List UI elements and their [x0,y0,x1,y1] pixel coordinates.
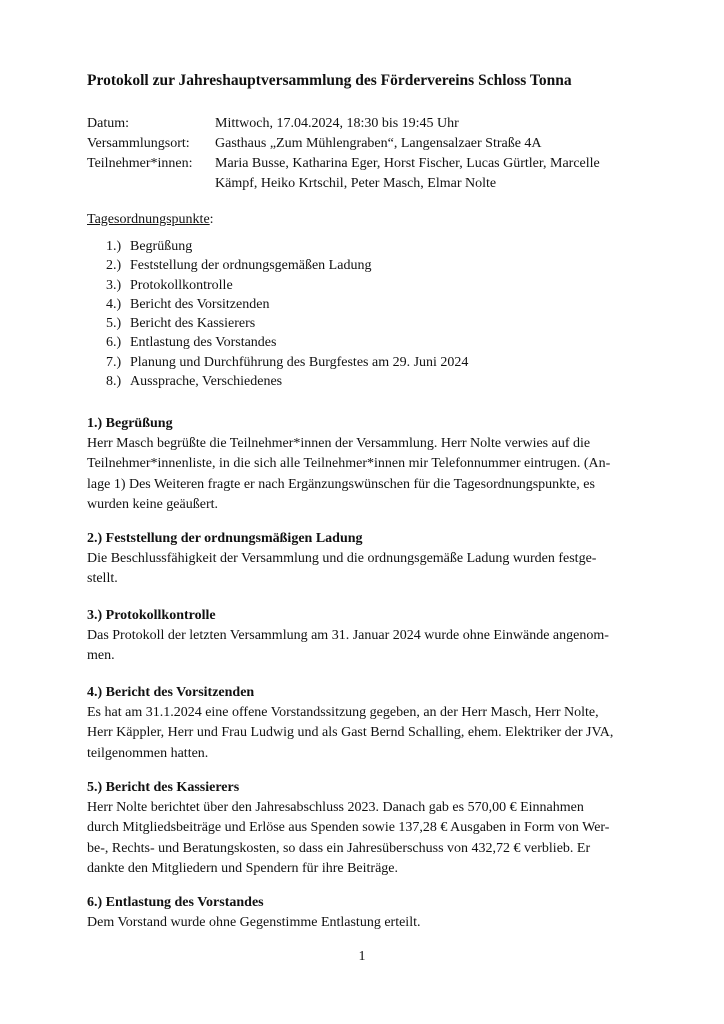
agenda-item [106,237,468,256]
section-line: Das Protokoll der letzten Versammlung am 31. Januar 2024 wurde ohne Einwände angenom- [87,628,609,644]
section-heading: 2.) Feststellung der ordnungsmäßigen Ladung [87,531,363,546]
agenda-item [106,333,468,352]
section-heading: 6.) Entlastung des Vorstandes [87,895,264,910]
section-line: stellt. [87,571,118,587]
section-line: be-, Rechts- und Beratungskosten, so dass ein Jahresüberschuss von 432,72 € verblieb. Er [87,840,591,856]
participants-line: Kämpf, Heiko Krtschil, Peter Masch, Elmar Nolte [215,176,497,191]
place-label: Versammlungsort: [87,136,190,151]
agenda-item-label: Feststellung der ordnungsgemäßen Ladung [130,258,372,274]
participants-label: Teilnehmer*innen: [87,156,193,171]
agenda-list [106,237,468,391]
section-line: Die Beschlussfähigkeit der Versammlung und die ordnungsgemäße Ladung wurden festge- [87,551,597,567]
section-begruessung [87,414,639,515]
agenda-item-label: Bericht des Vorsitzenden [130,296,270,312]
section-ladung [87,529,639,590]
section-line: Dem Vorstand wurde ohne Gegenstimme Entlastung erteilt. [87,915,421,931]
section-entlastung [87,893,639,933]
meta-row-place [87,134,647,154]
meta-block [87,114,647,194]
section-bericht-kassierer [87,778,639,879]
section-line: teilgenommen hatten. [87,745,209,761]
agenda-heading [87,210,214,230]
agenda-item [106,295,468,314]
section-line: Herr Masch begrüßte die Teilnehmer*innen der Versammlung. Herr Nolte verwies auf die [87,436,591,452]
section-line: Es hat am 31.1.2024 eine offene Vorstandssitzung gegeben, an der Herr Masch, Herr Nolte, [87,705,599,721]
agenda-item-number: 4.) [106,296,122,312]
page-number: 1 [358,949,366,964]
section-line: durch Mitgliedsbeiträge und Erlöse aus Spenden sowie 137,28 € Ausgaben in Form von Wer- [87,820,610,836]
agenda-item [106,353,468,372]
agenda-item-number: 7.) [106,354,122,370]
agenda-item [106,276,468,295]
agenda-item [106,256,468,275]
section-protokollkontrolle [87,606,639,667]
agenda-item-label: Aussprache, Verschiedenes [130,374,283,390]
agenda-item-number: 5.) [106,316,122,332]
date-label: Datum: [87,116,129,131]
document-title: Protokoll zur Jahreshauptversammlung des Fördervereins Schloss Tonna [87,72,572,89]
agenda-item-number: 3.) [106,277,122,293]
participants-value [215,154,647,194]
agenda-item-number: 2.) [106,258,122,274]
place-value: Gasthaus „Zum Mühlengraben“, Langensalzaer Straße 4A [215,136,542,151]
section-line: Herr Käppler, Herr und Frau Ludwig und als Gast Bernd Schalling, ehem. Elektriker der JVA, [87,725,614,741]
agenda-item-number: 6.) [106,335,122,351]
agenda-heading-colon: : [209,212,214,227]
agenda-item-label: Planung und Durchführung des Burgfestes am 29. Juni 2024 [130,354,469,370]
participants-line: Maria Busse, Katharina Eger, Horst Fischer, Lucas Gürtler, Marcelle [215,156,600,171]
section-line: wurden keine geäußert. [87,496,218,512]
section-line: dankte den Mitgliedern und Spendern für ihre Beiträge. [87,860,399,876]
section-bericht-vorsitzender [87,683,639,764]
section-line: men. [87,648,115,664]
section-line: Teilnehmer*innenliste, in die sich alle Teilnehmer*innen mir Telefonnummer eintrugen. (An- [87,456,611,472]
date-value: Mittwoch, 17.04.2024, 18:30 bis 19:45 Uhr [215,116,459,131]
meta-row-date [87,114,647,134]
meta-row-participants [87,154,647,194]
agenda-item-number: 1.) [106,239,122,254]
agenda-item-label: Protokollkontrolle [130,277,233,293]
section-line: Herr Nolte berichtet über den Jahresabschluss 2023. Danach gab es 570,00 € Einnahmen [87,800,584,816]
agenda-item-label: Bericht des Kassierers [130,316,256,332]
section-heading: 4.) Bericht des Vorsitzenden [87,685,255,700]
section-line: lage 1) Des Weiteren fragte er nach Ergänzungswünschen für die Tagesordnungspunkte, es [87,476,595,492]
agenda-item-label: Begrüßung [130,239,193,254]
agenda-item [106,314,468,333]
section-heading: 1.) Begrüßung [87,416,173,431]
section-heading: 5.) Bericht des Kassierers [87,780,240,795]
agenda-heading-text: Tagesordnungspunkte [87,212,210,227]
agenda-item-number: 8.) [106,374,122,390]
agenda-item-label: Entlastung des Vorstandes [130,335,277,351]
agenda-item [106,372,468,391]
section-heading: 3.) Protokollkontrolle [87,608,216,623]
